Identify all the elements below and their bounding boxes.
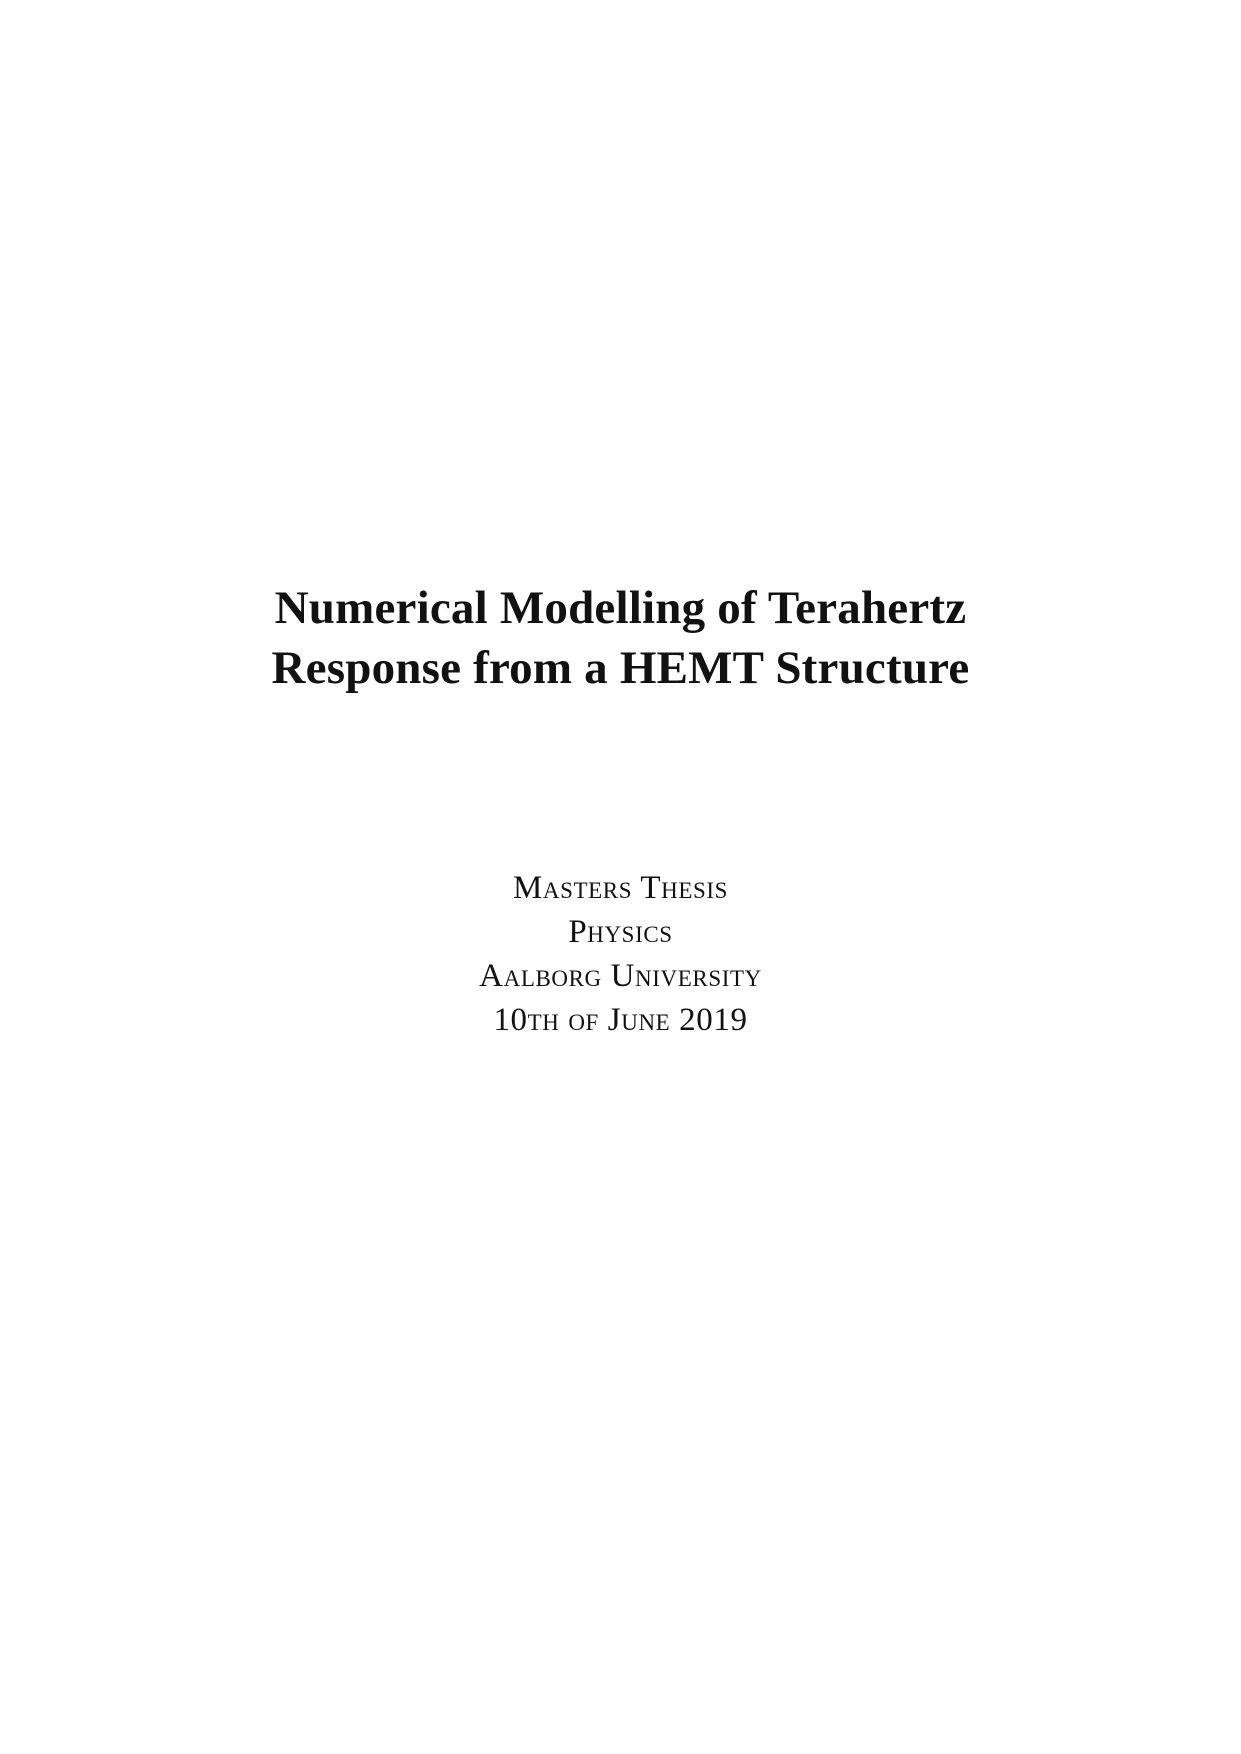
institution-label: Aalborg University: [479, 958, 762, 994]
title-line-2: Response from a HEMT Structure: [271, 642, 970, 694]
degree-label: Masters Thesis: [512, 870, 729, 906]
thesis-details: [0, 866, 1241, 1042]
thesis-title: [0, 578, 1241, 698]
date-label: 10th of June 2019: [493, 1002, 748, 1038]
field-label: Physics: [568, 914, 673, 950]
title-line-1: Numerical Modelling of Terahertz: [274, 582, 967, 634]
